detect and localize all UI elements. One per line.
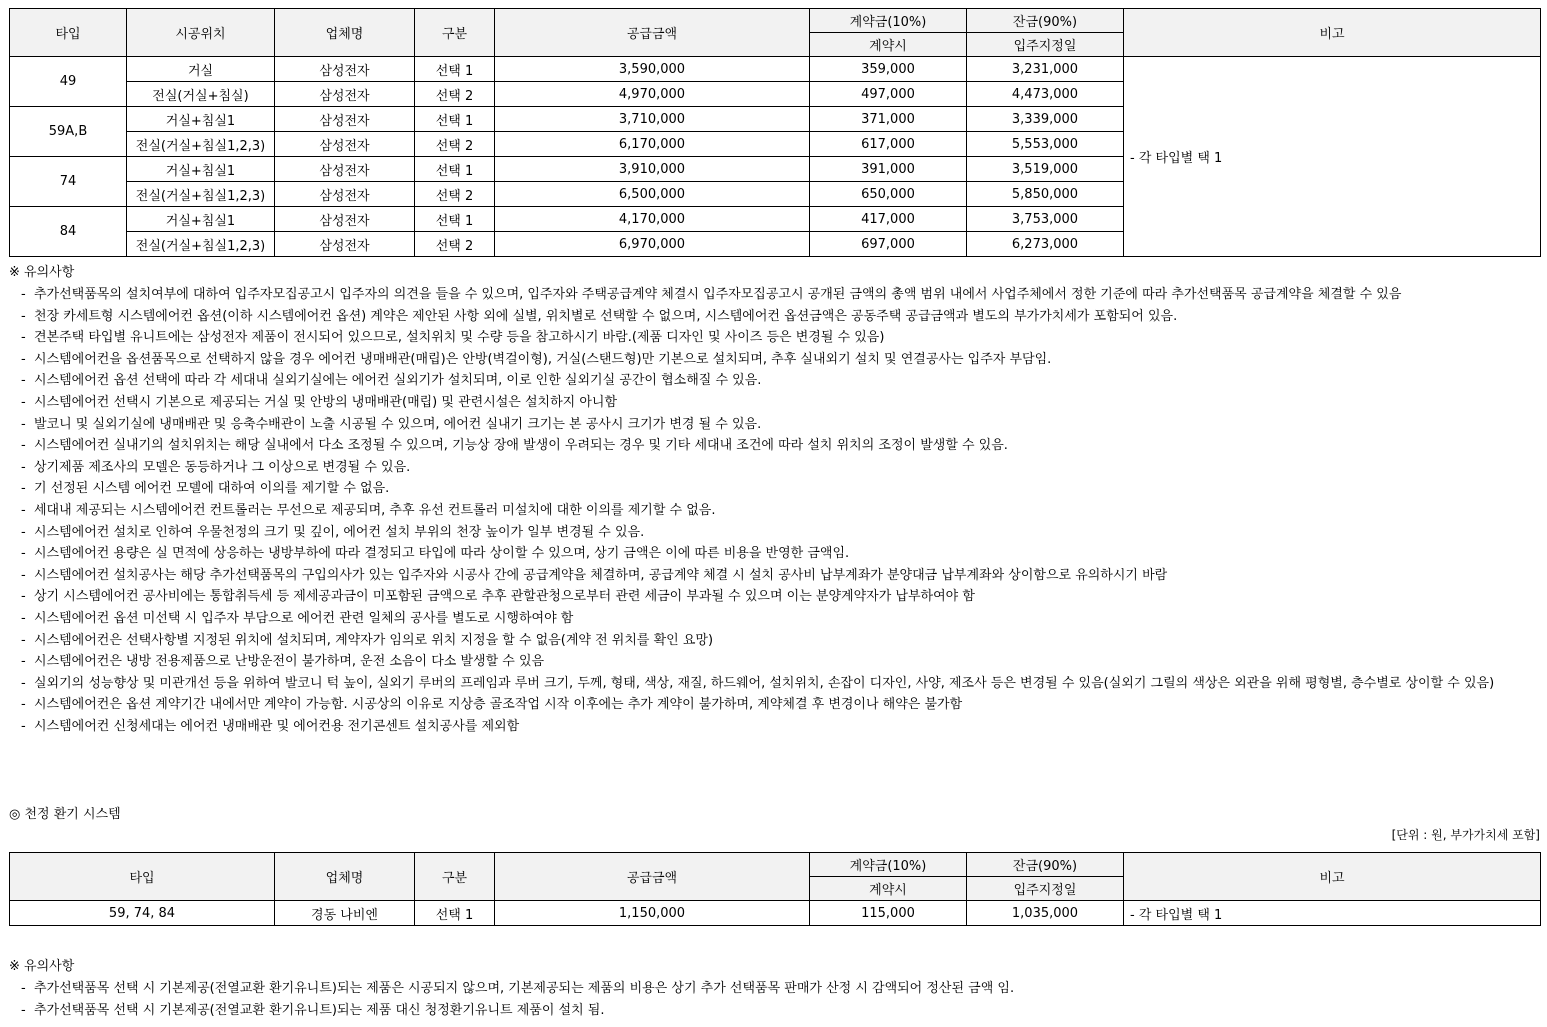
header-deposit-sub: 계약시 [810, 877, 967, 901]
dash: - [21, 438, 26, 454]
cell-deposit: 391,000 [810, 157, 967, 182]
cell-type: 74 [10, 157, 127, 207]
note-item [9, 673, 1543, 695]
note-item [9, 478, 1543, 500]
cell-location: 거실+침실1 [127, 157, 275, 182]
cell-deposit: 697,000 [810, 232, 967, 257]
notes-list [9, 978, 1543, 1021]
cell-company: 삼성전자 [275, 182, 415, 207]
note-item [9, 1000, 1543, 1022]
cell-company: 경동 나비엔 [275, 901, 415, 926]
cell-price: 4,170,000 [495, 207, 810, 232]
cell-category: 선택 2 [415, 182, 495, 207]
header-remark: 비고 [1124, 853, 1541, 901]
note-text: 시스템에어컨 용량은 실 면적에 상응하는 냉방부하에 따라 결정되고 타입에 따라 상이할 수 있으며, 상기 금액은 이에 따른 비용을 반영한 금액임. [34, 546, 850, 562]
cell-balance: 4,473,000 [967, 82, 1124, 107]
cell-category: 선택 1 [415, 107, 495, 132]
note-item [9, 349, 1543, 371]
cell-type: 84 [10, 207, 127, 257]
note-item [9, 608, 1543, 630]
note-item [9, 500, 1543, 522]
cell-balance: 5,553,000 [967, 132, 1124, 157]
cell-price: 3,590,000 [495, 57, 810, 82]
header-price: 공급금액 [495, 853, 810, 901]
dash: - [21, 1002, 26, 1018]
cell-balance: 1,035,000 [967, 901, 1124, 926]
dash: - [21, 524, 26, 540]
section-title: ◎ 천정 환기 시스템 [9, 807, 121, 822]
table-row [10, 57, 1541, 82]
cell-balance: 3,519,000 [967, 157, 1124, 182]
unit-label: [단위 : 원, 부가가치세 포함] [1391, 828, 1540, 842]
note-text: 추가선택품목 선택 시 기본제공(전열교환 환기유니트)되는 제품은 시공되지 않으며, 기본제공되는 제품의 비용은 상기 추가 선택품목 판매가 산정 시 감액되어 정산된 금액 임. [34, 981, 1015, 996]
cell-remark: - 각 타입별 택 1 [1124, 901, 1541, 926]
header-balance: 잔금(90%) [967, 9, 1124, 33]
note-item [9, 457, 1543, 479]
note-item [9, 414, 1543, 436]
note-text: 천장 카세트형 시스템에어컨 옵션(이하 시스템에어컨 옵션) 계약은 제안된 사항 외에 실별, 위치별로 선택할 수 없으며, 시스템에어컨 옵션금액은 공동주택 공급금액과 별도의 부가가치세가 포함되어 있음. [34, 308, 1178, 324]
cell-category: 선택 2 [415, 132, 495, 157]
cell-deposit: 497,000 [810, 82, 967, 107]
cell-deposit: 617,000 [810, 132, 967, 157]
dash: - [21, 351, 26, 367]
header-balance-sub: 입주지정일 [967, 33, 1124, 57]
note-item [9, 392, 1543, 414]
cell-price: 6,970,000 [495, 232, 810, 257]
cell-deposit: 371,000 [810, 107, 967, 132]
header-location: 시공위치 [127, 9, 275, 57]
table-row [10, 901, 1541, 926]
dash: - [21, 394, 26, 410]
dash: - [21, 632, 26, 648]
dash: - [21, 675, 26, 691]
note-text: 시스템에어컨 설치로 인하여 우물천정의 크기 및 깊이, 에어컨 설치 부위의 천장 높이가 일부 변경될 수 있음. [34, 524, 645, 540]
cell-company: 삼성전자 [275, 232, 415, 257]
cell-location: 전실(거실+침실) [127, 82, 275, 107]
cell-location: 거실+침실1 [127, 107, 275, 132]
header-deposit-sub: 계약시 [810, 33, 967, 57]
cell-category: 선택 1 [415, 207, 495, 232]
cell-company: 삼성전자 [275, 207, 415, 232]
dash: - [21, 459, 26, 475]
dash: - [21, 546, 26, 562]
notes-title: ※ 유의사항 [9, 265, 75, 280]
note-text: 시스템에어컨 신청세대는 에어컨 냉매배관 및 에어컨용 전기콘센트 설치공사를 제외함 [34, 718, 520, 734]
cell-balance: 5,850,000 [967, 182, 1124, 207]
dash: - [21, 610, 26, 626]
cell-type: 49 [10, 57, 127, 107]
cell-company: 삼성전자 [275, 57, 415, 82]
dash: - [21, 589, 26, 605]
cell-price: 6,500,000 [495, 182, 810, 207]
header-type: 타입 [10, 853, 275, 901]
note-item [9, 284, 1543, 306]
note-item [9, 370, 1543, 392]
header-company: 업체명 [275, 853, 415, 901]
header-deposit: 계약금(10%) [810, 853, 967, 877]
note-text: 시스템에어컨은 선택사항별 지정된 위치에 설치되며, 계약자가 임의로 위치 지정을 할 수 없음(계약 전 위치를 확인 요망) [34, 632, 714, 648]
note-item [9, 630, 1543, 652]
notes-section [9, 262, 1543, 737]
cell-company: 삼성전자 [275, 132, 415, 157]
cell-location: 거실 [127, 57, 275, 82]
option-price-table [9, 8, 1541, 257]
dash: - [21, 287, 26, 302]
dash: - [21, 373, 26, 389]
cell-location: 전실(거실+침실1,2,3) [127, 182, 275, 207]
dash: - [21, 308, 26, 324]
note-item [9, 565, 1543, 587]
note-text: 시스템에어컨은 냉방 전용제품으로 난방운전이 불가하며, 운전 소음이 다소 발생할 수 있음 [34, 654, 545, 670]
note-item [9, 978, 1543, 1000]
note-text: 추가선택품목 선택 시 기본제공(전열교환 환기유니트)되는 제품 대신 청정환기유니트 제품이 설치 됨. [34, 1002, 605, 1018]
cell-deposit: 417,000 [810, 207, 967, 232]
cell-price: 3,710,000 [495, 107, 810, 132]
cell-deposit: 115,000 [810, 901, 967, 926]
dash: - [21, 481, 26, 497]
dash: - [21, 697, 26, 713]
dash: - [21, 654, 26, 670]
note-text: 시스템에어컨 실내기의 설치위치는 해당 실내에서 다소 조정될 수 있으며, 기능상 장애 발생이 우려되는 경우 및 기타 세대내 조건에 따라 설치 위치의 조정이 발생할 수 있음. [34, 438, 1008, 454]
cell-type: 59, 74, 84 [10, 901, 275, 926]
cell-location: 전실(거실+침실1,2,3) [127, 232, 275, 257]
cell-price: 4,970,000 [495, 82, 810, 107]
header-balance: 잔금(90%) [967, 853, 1124, 877]
cell-category: 선택 1 [415, 901, 495, 926]
note-text: 추가선택품목의 설치여부에 대하여 입주자모집공고시 입주자의 의견을 들을 수 있으며, 입주자와 주택공급계약 체결시 입주자모집공고시 공개된 금액의 총액 범위 내에서 사업주체에서 정한 기준에 따라 추가선택품목 공급계약을 체결할 수 있음 [34, 287, 1402, 302]
cell-deposit: 359,000 [810, 57, 967, 82]
note-text: 시스템에어컨 선택시 기본으로 제공되는 거실 및 안방의 냉매배관(매립) 및 관련시설은 설치하지 아니함 [34, 394, 618, 410]
note-text: 시스템에어컨은 옵션 계약기간 내에서만 계약이 가능함. 시공상의 이유로 지상층 골조작업 시작 이후에는 추가 계약이 불가하며, 계약체결 후 변경이나 해약은 불가함 [34, 697, 963, 713]
notes-title: ※ 유의사항 [9, 959, 75, 974]
note-text: 시스템에어컨을 옵션품목으로 선택하지 않을 경우 에어컨 냉매배관(매립)은 안방(벽걸이형), 거실(스탠드형)만 기본으로 설치되며, 추후 실내외기 설치 및 연결공사는 입주자 부담임. [34, 351, 1052, 367]
note-item [9, 694, 1543, 716]
header-type: 타입 [10, 9, 127, 57]
dash: - [21, 567, 26, 583]
cell-balance: 3,753,000 [967, 207, 1124, 232]
cell-balance: 3,339,000 [967, 107, 1124, 132]
cell-location: 전실(거실+침실1,2,3) [127, 132, 275, 157]
note-text: 시스템에어컨 옵션 미선택 시 입주자 부담으로 에어컨 관련 일체의 공사를 별도로 시행하여야 함 [34, 610, 574, 626]
note-text: 상기제품 제조사의 모델은 동등하거나 그 이상으로 변경될 수 있음. [34, 459, 411, 475]
header-balance-sub: 입주지정일 [967, 877, 1124, 901]
cell-category: 선택 2 [415, 82, 495, 107]
cell-type: 59A,B [10, 107, 127, 157]
header-remark: 비고 [1124, 9, 1541, 57]
cell-price: 3,910,000 [495, 157, 810, 182]
cell-balance: 6,273,000 [967, 232, 1124, 257]
note-item [9, 306, 1543, 328]
note-item [9, 522, 1543, 544]
cell-price: 1,150,000 [495, 901, 810, 926]
cell-balance: 3,231,000 [967, 57, 1124, 82]
cell-deposit: 650,000 [810, 182, 967, 207]
cell-remark: - 각 타입별 택 1 [1124, 57, 1541, 257]
note-text: 기 선정된 시스템 에어컨 모델에 대하여 이의를 제기할 수 없음. [34, 481, 390, 497]
dash: - [21, 502, 26, 518]
header-category: 구분 [415, 9, 495, 57]
dash: - [21, 718, 26, 734]
cell-price: 6,170,000 [495, 132, 810, 157]
note-text: 견본주택 타입별 유니트에는 삼성전자 제품이 전시되어 있으므로, 설치위치 및 수량 등을 참고하시기 바람.(제품 디자인 및 사이즈 등은 변경될 수 있음) [34, 330, 885, 346]
note-text: 시스템에어컨 옵션 선택에 따라 각 세대내 실외기실에는 에어컨 실외기가 설치되며, 이로 인한 실외기실 공간이 협소해질 수 있음. [34, 373, 762, 389]
note-item [9, 327, 1543, 349]
note-text: 시스템에어컨 설치공사는 해당 추가선택품목의 구입의사가 있는 입주자와 시공사 간에 공급계약을 체결하며, 공급계약 체결 시 설치 공사비 납부계좌가 분양대금 납부계좌와 상이함으로 유의하시기 바람 [34, 567, 1168, 583]
cell-company: 삼성전자 [275, 82, 415, 107]
note-item [9, 651, 1543, 673]
note-item [9, 716, 1543, 738]
header-company: 업체명 [275, 9, 415, 57]
cell-company: 삼성전자 [275, 157, 415, 182]
dash: - [21, 981, 26, 996]
header-category: 구분 [415, 853, 495, 901]
note-text: 세대내 제공되는 시스템에어컨 컨트롤러는 무선으로 제공되며, 추후 유선 컨트롤러 미설치에 대한 이의를 제기할 수 없음. [34, 502, 716, 518]
note-text: 발코니 및 실외기실에 냉매배관 및 응축수배관이 노출 시공될 수 있으며, 에어컨 실내기 크기는 본 공사시 크기가 변경 될 수 있음. [34, 416, 762, 432]
header-price: 공급금액 [495, 9, 810, 57]
cell-company: 삼성전자 [275, 107, 415, 132]
notes-section-2 [9, 956, 1543, 1021]
note-item [9, 543, 1543, 565]
cell-category: 선택 1 [415, 57, 495, 82]
header-deposit: 계약금(10%) [810, 9, 967, 33]
cell-category: 선택 1 [415, 157, 495, 182]
note-item [9, 586, 1543, 608]
ventilation-price-table [9, 852, 1541, 926]
cell-location: 거실+침실1 [127, 207, 275, 232]
note-text: 실외기의 성능향상 및 미관개선 등을 위하여 발코니 턱 높이, 실외기 루버의 프레임과 루버 크기, 두께, 형태, 색상, 재질, 하드웨어, 설치위치, 손잡이 디자인, 사양, 제조사 등은 변경될 수 있음(실외기 그릴의 색상은 외관을 위해 평형별, 층수별로 상이할 수 있음) [34, 675, 1495, 691]
dash: - [21, 330, 26, 346]
cell-category: 선택 2 [415, 232, 495, 257]
notes-list [9, 284, 1543, 737]
dash: - [21, 416, 26, 432]
note-item [9, 435, 1543, 457]
note-text: 상기 시스템에어컨 공사비에는 통합취득세 등 제세공과금이 미포함된 금액으로 추후 관할관청으로부터 관련 세금이 부과될 수 있으며 이는 분양계약자가 납부하여야 함 [34, 589, 975, 605]
